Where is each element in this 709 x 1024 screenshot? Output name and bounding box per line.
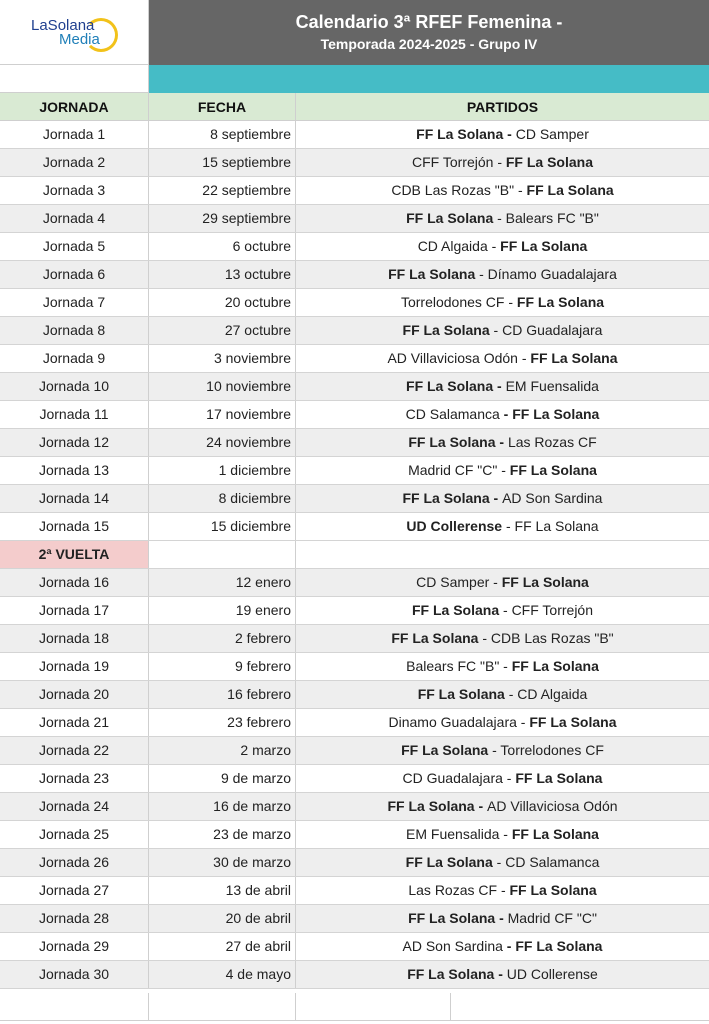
- logo: [31, 19, 100, 47]
- partido-cell: [296, 121, 709, 148]
- fecha-cell: 22 septiembre: [149, 177, 296, 204]
- jornada-cell: Jornada 20: [0, 681, 149, 708]
- blank-cell: [149, 541, 296, 568]
- fecha-cell: 2 marzo: [149, 737, 296, 764]
- logo-cell: [0, 0, 149, 65]
- table-row: [0, 317, 709, 345]
- partido-cell: [296, 597, 709, 624]
- table-row: [0, 149, 709, 177]
- match-text: AD Villaviciosa Odón: [487, 798, 618, 814]
- table-row: [0, 121, 709, 149]
- table-row: [0, 457, 709, 485]
- jornada-cell: Jornada 16: [0, 569, 149, 596]
- fecha-cell: 1 diciembre: [149, 457, 296, 484]
- partido-cell: [296, 793, 709, 820]
- page-subtitle: Temporada 2024-2025 - Grupo IV: [320, 36, 538, 52]
- match-text: AD Son Sardina: [502, 490, 603, 506]
- team-highlight: FF La Solana: [401, 742, 489, 758]
- jornada-cell: Jornada 25: [0, 821, 149, 848]
- fecha-cell: 27 de abril: [149, 933, 296, 960]
- match-text: - Torrelodones CF: [488, 742, 604, 758]
- table-row: [0, 793, 709, 821]
- match-text: Madrid CF "C": [507, 910, 597, 926]
- fecha-cell: 15 septiembre: [149, 149, 296, 176]
- blank-cell: [296, 541, 709, 568]
- blank-cell: [0, 993, 149, 1021]
- team-highlight: FF La Solana -: [387, 798, 488, 814]
- fecha-cell: 12 enero: [149, 569, 296, 596]
- fecha-cell: 6 octubre: [149, 233, 296, 260]
- table-row: [0, 513, 709, 541]
- match-text: AD Son Sardina: [402, 938, 507, 954]
- team-highlight: UD Collerense: [406, 518, 503, 534]
- jornada-cell: Jornada 18: [0, 625, 149, 652]
- fecha-cell: 13 octubre: [149, 261, 296, 288]
- match-text: - CFF Torrejón: [499, 602, 593, 618]
- table-row: [0, 961, 709, 989]
- fecha-cell: 19 enero: [149, 597, 296, 624]
- table-row: [0, 233, 709, 261]
- jornada-cell: Jornada 12: [0, 429, 149, 456]
- match-text: - FF La Solana: [502, 518, 599, 534]
- partido-cell: [296, 513, 709, 540]
- table-row: [0, 933, 709, 961]
- partido-cell: [296, 261, 709, 288]
- team-highlight: FF La Solana -: [407, 966, 507, 982]
- jornada-cell: Jornada 3: [0, 177, 149, 204]
- match-text: UD Collerense: [506, 966, 598, 982]
- partido-cell: [296, 373, 709, 400]
- jornada-cell: Jornada 7: [0, 289, 149, 316]
- jornada-cell: Jornada 23: [0, 765, 149, 792]
- fecha-cell: 23 de marzo: [149, 821, 296, 848]
- table-row: [0, 597, 709, 625]
- fecha-cell: 4 de mayo: [149, 961, 296, 988]
- table-row: [0, 849, 709, 877]
- table-row: [0, 261, 709, 289]
- team-highlight: FF La Solana: [505, 154, 593, 170]
- match-text: Las Rozas CF -: [408, 882, 510, 898]
- match-text: CD Samper -: [416, 574, 502, 590]
- jornada-cell: Jornada 28: [0, 905, 149, 932]
- jornada-cell: Jornada 9: [0, 345, 149, 372]
- fecha-cell: 24 noviembre: [149, 429, 296, 456]
- match-text: - CD Salamanca: [492, 854, 600, 870]
- title-banner: [149, 0, 709, 65]
- table-row: [0, 485, 709, 513]
- jornada-cell: Jornada 26: [0, 849, 149, 876]
- fecha-cell: 15 diciembre: [149, 513, 296, 540]
- blank-cell: [0, 65, 149, 93]
- team-highlight: FF La Solana -: [408, 434, 508, 450]
- table-row: [0, 709, 709, 737]
- partido-cell: [296, 401, 709, 428]
- team-highlight: FF La Solana: [402, 322, 490, 338]
- table-row: [0, 373, 709, 401]
- partido-cell: [296, 877, 709, 904]
- jornada-cell: Jornada 11: [0, 401, 149, 428]
- blank-cell: [296, 993, 451, 1021]
- jornada-cell: Jornada 24: [0, 793, 149, 820]
- match-text: Torrelodones CF -: [400, 294, 517, 310]
- fecha-cell: 16 febrero: [149, 681, 296, 708]
- table-row: [0, 345, 709, 373]
- team-highlight: - FF La Solana: [506, 938, 603, 954]
- partido-cell: [296, 625, 709, 652]
- jornada-cell: Jornada 22: [0, 737, 149, 764]
- blank-cell: [451, 993, 709, 1021]
- jornada-cell: Jornada 15: [0, 513, 149, 540]
- partido-cell: [296, 905, 709, 932]
- partido-cell: [296, 457, 709, 484]
- partido-cell: [296, 289, 709, 316]
- table-row: [0, 289, 709, 317]
- table-row: [0, 429, 709, 457]
- fecha-cell: 13 de abril: [149, 877, 296, 904]
- partido-cell: [296, 149, 709, 176]
- column-header-jornada: JORNADA: [0, 93, 149, 121]
- match-text: - CD Algaida: [504, 686, 588, 702]
- partido-cell: [296, 233, 709, 260]
- jornada-cell: Jornada 17: [0, 597, 149, 624]
- fecha-cell: 29 septiembre: [149, 205, 296, 232]
- team-highlight: FF La Solana: [500, 238, 588, 254]
- match-text: Balears FC "B" -: [406, 658, 512, 674]
- match-text: Las Rozas CF: [507, 434, 597, 450]
- column-header-fecha: FECHA: [149, 93, 296, 121]
- match-text: CD Guadalajara -: [402, 770, 516, 786]
- table-row: [0, 737, 709, 765]
- fecha-cell: 20 octubre: [149, 289, 296, 316]
- fecha-cell: 23 febrero: [149, 709, 296, 736]
- jornada-cell: Jornada 2: [0, 149, 149, 176]
- team-highlight: FF La Solana: [526, 182, 614, 198]
- partido-cell: [296, 177, 709, 204]
- team-highlight: FF La Solana: [516, 294, 605, 310]
- team-highlight: FF La Solana: [511, 826, 599, 842]
- jornada-cell: Jornada 5: [0, 233, 149, 260]
- jornada-cell: Jornada 1: [0, 121, 149, 148]
- match-text: - Balears FC "B": [493, 210, 599, 226]
- team-highlight: FF La Solana: [405, 854, 493, 870]
- jornada-cell: Jornada 6: [0, 261, 149, 288]
- team-highlight: FF La Solana: [530, 350, 618, 366]
- partido-cell: [296, 317, 709, 344]
- accent-bar: [149, 65, 709, 93]
- fecha-cell: 8 septiembre: [149, 121, 296, 148]
- fecha-cell: 9 de marzo: [149, 765, 296, 792]
- page-title: Calendario 3ª RFEF Femenina -: [295, 12, 563, 32]
- table-row: [0, 177, 709, 205]
- team-highlight: FF La Solana: [501, 574, 589, 590]
- fecha-cell: 10 noviembre: [149, 373, 296, 400]
- jornada-cell: Jornada 4: [0, 205, 149, 232]
- fecha-cell: 2 febrero: [149, 625, 296, 652]
- team-highlight: - FF La Solana: [503, 406, 600, 422]
- jornada-cell: Jornada 19: [0, 653, 149, 680]
- partido-cell: [296, 961, 709, 988]
- jornada-cell: Jornada 21: [0, 709, 149, 736]
- match-text: CD Algaida -: [417, 238, 501, 254]
- partido-cell: [296, 429, 709, 456]
- jornada-cell: Jornada 14: [0, 485, 149, 512]
- blank-cell: [149, 993, 296, 1021]
- partido-cell: [296, 681, 709, 708]
- second-round-badge: 2ª VUELTA: [0, 541, 149, 568]
- match-text: AD Villaviciosa Odón -: [387, 350, 531, 366]
- team-highlight: FF La Solana -: [406, 378, 506, 394]
- jornada-cell: Jornada 29: [0, 933, 149, 960]
- team-highlight: FF La Solana: [509, 462, 597, 478]
- match-text: - CD Guadalajara: [489, 322, 603, 338]
- match-text: CDB Las Rozas "B" -: [391, 182, 527, 198]
- match-text: Madrid CF "C" -: [408, 462, 510, 478]
- partido-cell: [296, 569, 709, 596]
- partido-cell: [296, 709, 709, 736]
- table-row: [0, 765, 709, 793]
- team-highlight: FF La Solana: [511, 658, 599, 674]
- team-highlight: FF La Solana: [412, 602, 500, 618]
- jornada-cell: Jornada 27: [0, 877, 149, 904]
- second-round-row: [0, 541, 709, 569]
- match-text: - Dínamo Guadalajara: [475, 266, 617, 282]
- fecha-cell: 17 noviembre: [149, 401, 296, 428]
- table-row: [0, 625, 709, 653]
- match-text: EM Fuensalida -: [406, 826, 512, 842]
- table-row: [0, 877, 709, 905]
- team-highlight: FF La Solana: [406, 210, 494, 226]
- team-highlight: FF La Solana: [509, 882, 597, 898]
- match-text: CFF Torrejón -: [412, 154, 506, 170]
- partido-cell: [296, 737, 709, 764]
- partido-cell: [296, 653, 709, 680]
- logo-line2: Media: [59, 31, 100, 48]
- logo-line1: LaSolana: [31, 17, 95, 34]
- column-header-partidos: PARTIDOS: [296, 93, 709, 121]
- partido-cell: [296, 485, 709, 512]
- partido-cell: [296, 821, 709, 848]
- partido-cell: [296, 205, 709, 232]
- fecha-cell: 8 diciembre: [149, 485, 296, 512]
- table-row: [0, 401, 709, 429]
- match-text: Dinamo Guadalajara -: [388, 714, 530, 730]
- match-text: CD Salamanca: [405, 406, 504, 422]
- table-row: [0, 205, 709, 233]
- fecha-cell: 9 febrero: [149, 653, 296, 680]
- jornada-cell: Jornada 30: [0, 961, 149, 988]
- partido-cell: [296, 345, 709, 372]
- team-highlight: FF La Solana: [391, 630, 479, 646]
- team-highlight: FF La Solana: [388, 266, 476, 282]
- team-highlight: FF La Solana: [417, 686, 505, 702]
- fecha-cell: 3 noviembre: [149, 345, 296, 372]
- table-row: [0, 569, 709, 597]
- jornada-cell: Jornada 10: [0, 373, 149, 400]
- partido-cell: [296, 933, 709, 960]
- table-row: [0, 821, 709, 849]
- match-text: CD Samper: [515, 126, 589, 142]
- team-highlight: FF La Solana -: [408, 910, 508, 926]
- match-text: - CDB Las Rozas "B": [478, 630, 614, 646]
- team-highlight: FF La Solana -: [416, 126, 516, 142]
- table-row: [0, 653, 709, 681]
- fecha-cell: 30 de marzo: [149, 849, 296, 876]
- match-text: EM Fuensalida: [505, 378, 599, 394]
- table-row: [0, 905, 709, 933]
- team-highlight: FF La Solana: [529, 714, 617, 730]
- fecha-cell: 16 de marzo: [149, 793, 296, 820]
- fecha-cell: 27 octubre: [149, 317, 296, 344]
- jornada-cell: Jornada 13: [0, 457, 149, 484]
- partido-cell: [296, 765, 709, 792]
- jornada-cell: Jornada 8: [0, 317, 149, 344]
- partido-cell: [296, 849, 709, 876]
- fecha-cell: 20 de abril: [149, 905, 296, 932]
- table-row: [0, 681, 709, 709]
- team-highlight: FF La Solana: [515, 770, 603, 786]
- team-highlight: FF La Solana -: [402, 490, 503, 506]
